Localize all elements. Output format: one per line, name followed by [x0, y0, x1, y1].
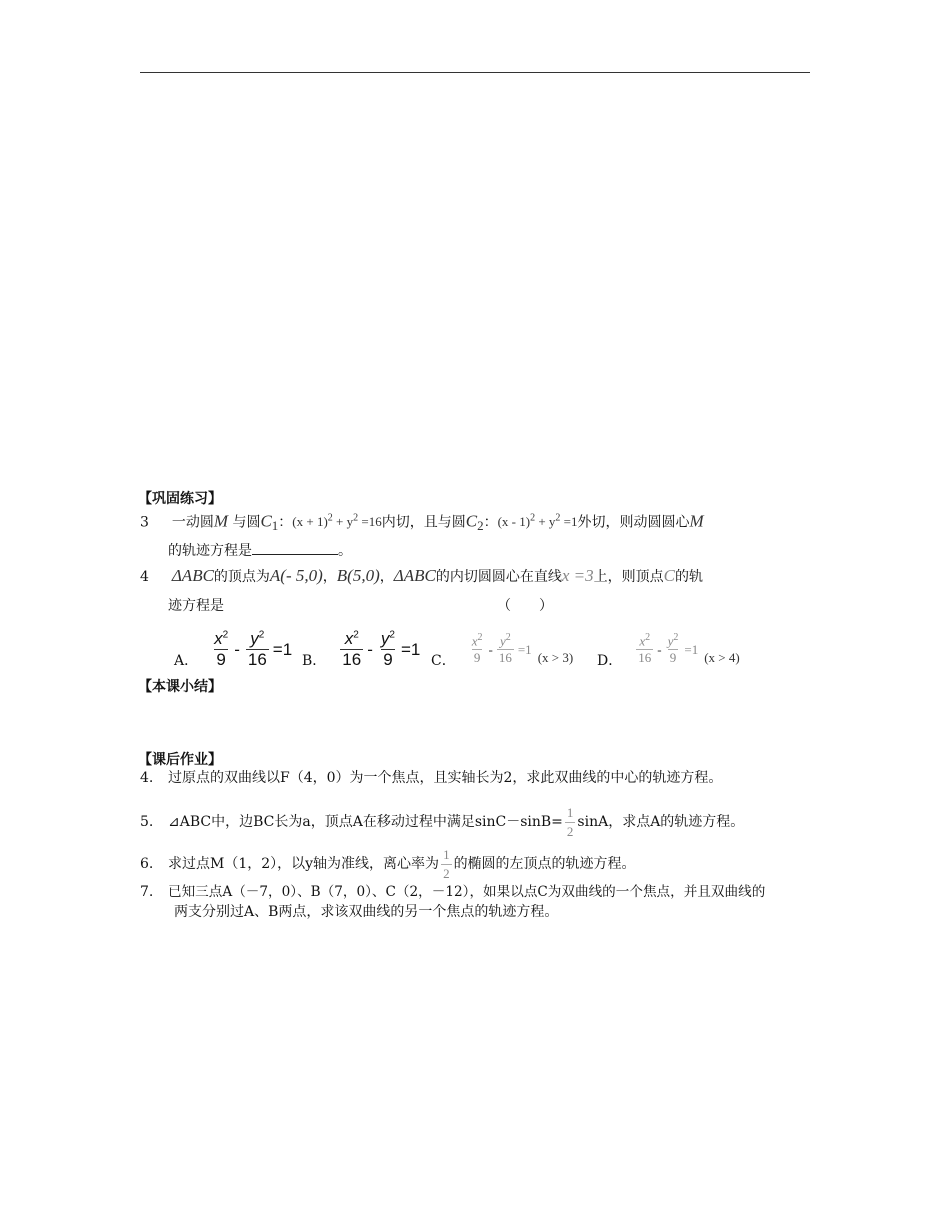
homework-5 [140, 800, 744, 844]
homework-7-line-1 [140, 883, 765, 901]
math-M: M [213, 511, 228, 531]
q3-text-5: 的轨迹方程是 [168, 543, 252, 559]
q4-text-2: 的内切圆圆心在直线 [435, 569, 562, 585]
math-C1: C [260, 511, 272, 531]
minus: - [367, 640, 373, 659]
section-summary-heading: 【本课小结】 [138, 679, 222, 695]
question-3-number: 3 [140, 514, 149, 531]
option-B[interactable] [302, 620, 420, 670]
frac-x2-9-small: $\frac{x^2}{9}$ [471, 631, 483, 665]
question-4-number: 4 [140, 569, 149, 585]
q4-text-3: 上，则顶点 [593, 569, 664, 585]
comma-2: ， [379, 569, 394, 585]
colon-2: ： [483, 514, 498, 531]
option-A-label: A． [174, 653, 199, 669]
question-3-line-2 [168, 542, 352, 560]
minus: - [234, 640, 240, 659]
q3-text-1: 一动圆 [171, 514, 214, 531]
math-M-2: M [689, 511, 704, 531]
frac-x2-9: $\frac{x^2}{9}$ [214, 629, 229, 669]
question-4-line-1 [140, 567, 703, 586]
math-C2-sub: 2 [477, 518, 484, 534]
section-practice-heading: 【巩固练习】 [138, 491, 222, 507]
q3-text-6: 。 [338, 543, 352, 559]
q4-text-4: 的轨 [674, 569, 703, 585]
frac-x2-16-small: $\frac{x^2}{16}$ [638, 631, 652, 665]
math-point-A: A(- 5,0) [269, 566, 323, 585]
frac-one-half: $\frac{1}{2}$ [443, 846, 450, 881]
homework-7-text-a: 已知三点A（－7，0）、B（7，0）、C（2，－12），如果以点C为双曲线的一个焦点，并且双曲线的 [168, 884, 766, 900]
math-C1-sub: 1 [271, 518, 279, 534]
minus: - [488, 642, 493, 657]
option-D[interactable] [597, 624, 746, 670]
frac-y2-16-small: $\frac{y^2}{16}$ [498, 631, 512, 665]
homework-7-number: 7. [140, 884, 154, 900]
answer-paren: （ ） [497, 598, 553, 614]
homework-6-text-b: 的椭圆的左顶点的轨迹方程。 [453, 856, 636, 872]
option-C[interactable] [431, 624, 579, 670]
homework-5-number: 5. [140, 814, 154, 830]
option-A[interactable] [174, 620, 292, 670]
frac-y2-9: $\frac{y^2}{9}$ [380, 629, 395, 669]
frac-one-half: $\frac{1}{2}$ [566, 804, 574, 839]
frac-y2-16: $\frac{y^2}{16}$ [247, 629, 267, 669]
question-4-line-2: 迹方程是 [168, 598, 224, 614]
math-point-C: C [663, 566, 675, 585]
homework-4-text: 过原点的双曲线以F（4，0）为一个焦点，且实轴长为2，求此双曲线的中心的轨迹方程。 [168, 770, 723, 786]
equals-one: =1 [272, 640, 293, 659]
option-C-label: C． [431, 653, 456, 669]
q3-text-2: 与圆 [232, 514, 261, 531]
top-rule [140, 72, 810, 73]
homework-4 [140, 769, 722, 787]
homework-5-text-a: ⊿ABC中，边BC长为a，顶点A在移动过程中满足sinC－sinB= [168, 814, 563, 830]
minus: - [657, 642, 662, 657]
frac-y2-9-small: $\frac{y^2}{9}$ [667, 631, 679, 665]
math-C2: C [465, 511, 478, 531]
option-B-label: B． [302, 653, 327, 669]
math-triangle-ABC: ΔABC [171, 566, 214, 585]
equals-one: =1 [684, 642, 699, 657]
math-point-B: B(5,0) [336, 566, 380, 585]
homework-6-text-a: 求过点M（1，2），以y轴为准线，离心率为 [168, 856, 440, 872]
comma-1: ， [322, 569, 337, 585]
option-D-label: D． [597, 653, 623, 669]
condition-x-gt-3: (x > 3) [537, 650, 574, 665]
homework-6 [140, 842, 636, 886]
q3-text-3: 内切，且与圆 [381, 514, 466, 531]
equals-one: =1 [400, 640, 421, 659]
answer-blank[interactable] [252, 542, 338, 555]
homework-4-number: 4. [140, 770, 154, 786]
q4-text-1: 的顶点为 [213, 569, 270, 585]
condition-x-gt-4: (x > 4) [704, 650, 740, 665]
colon-1: ： [278, 514, 293, 531]
q3-text-4: 外切，则动圆圆心 [577, 514, 690, 531]
section-homework-heading: 【课后作业】 [138, 752, 222, 768]
homework-6-number: 6. [140, 856, 154, 872]
frac-x2-16: $\frac{x^2}{16}$ [342, 629, 362, 669]
homework-5-text-b: sinA，求点A的轨迹方程。 [577, 814, 745, 830]
equals-one: =1 [517, 642, 532, 657]
question-3-line-1 [140, 510, 704, 535]
math-triangle-ABC-2: ΔABC [393, 566, 436, 585]
math-eq-circle-1: $(x + 1)^2 + y^2 =16$ [292, 513, 382, 530]
math-line-x3: x =3 [561, 566, 594, 585]
homework-7-line-2: 两支分别过A、B两点，求该双曲线的另一个焦点的轨迹方程。 [174, 904, 559, 920]
math-eq-circle-2: $(x - 1)^2 + y^2 =1$ [497, 513, 578, 530]
